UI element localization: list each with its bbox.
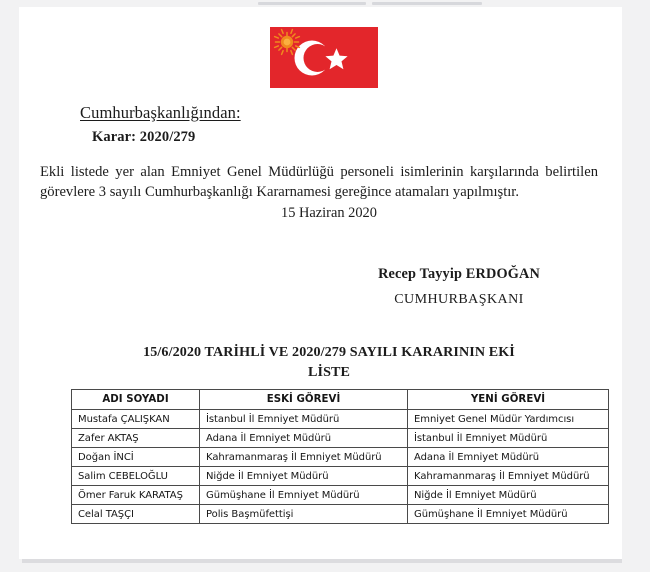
decree-date: 15 Haziran 2020 [281, 205, 377, 221]
signer-name: Recep Tayyip ERDOĞAN [378, 266, 540, 282]
cell-old-post: Kahramanmaraş İl Emniyet Müdürü [200, 448, 408, 467]
table-row [72, 429, 609, 448]
cell-old-post: İstanbul İl Emniyet Müdürü [200, 410, 408, 429]
decision-number: Karar: 2020/279 [92, 129, 196, 145]
cell-new-post: İstanbul İl Emniyet Müdürü [408, 429, 609, 448]
annex-title-line-2: LİSTE [307, 364, 351, 380]
turkish-flag-image [270, 27, 378, 88]
toolbar-segment-right [372, 2, 482, 5]
assignments-table [71, 389, 609, 524]
cell-new-post: Niğde İl Emniyet Müdürü [408, 486, 609, 505]
cell-name: Mustafa ÇALIŞKAN [72, 410, 200, 429]
decree-body-paragraph: Ekli listede yer alan Emniyet Genel Müdürlüğü personeli isimlerinin karşılarında belirtilen görevlere 3 sayılı Cumhurbaşkanlığı Kararnamesi gereğince atamaları yapılmıştır. [40, 164, 598, 200]
document-page [19, 0, 622, 559]
cell-name: Ömer Faruk KARATAŞ [72, 486, 200, 505]
cell-name: Zafer AKTAŞ [72, 429, 200, 448]
cell-new-post: Emniyet Genel Müdür Yardımcısı [408, 410, 609, 429]
cropped-top-toolbar [0, 0, 650, 7]
cell-old-post: Gümüşhane İl Emniyet Müdürü [200, 486, 408, 505]
cell-old-post: Adana İl Emniyet Müdürü [200, 429, 408, 448]
table-row [72, 505, 609, 524]
column-header-old-post: ESKİ GÖREVİ [200, 390, 408, 410]
table-row [72, 467, 609, 486]
column-header-new-post: YENİ GÖREVİ [408, 390, 609, 410]
signer-title: CUMHURBAŞKANI [394, 292, 524, 307]
signature-block [319, 266, 599, 308]
cell-name: Doğan İNCİ [72, 448, 200, 467]
cell-old-post: Niğde İl Emniyet Müdürü [200, 467, 408, 486]
cell-new-post: Gümüşhane İl Emniyet Müdürü [408, 505, 609, 524]
toolbar-segment-left [258, 2, 366, 5]
cell-old-post: Polis Başmüfettişi [200, 505, 408, 524]
column-header-name: ADI SOYADI [72, 390, 200, 410]
issuer-heading: Cumhurbaşkanlığından: [80, 103, 241, 122]
page-bottom-edge [22, 559, 622, 563]
cell-name: Celal TAŞÇI [72, 505, 200, 524]
annex-title-line-1: 15/6/2020 TARİHLİ VE 2020/279 SAYILI KARARININ EKİ [143, 344, 515, 360]
table-row [72, 486, 609, 505]
cell-new-post: Kahramanmaraş İl Emniyet Müdürü [408, 467, 609, 486]
table-row [72, 448, 609, 467]
table-row [72, 410, 609, 429]
table-header-row [72, 390, 609, 410]
cell-name: Salim CEBELOĞLU [72, 467, 200, 486]
annex-title [40, 342, 618, 382]
cell-new-post: Adana İl Emniyet Müdürü [408, 448, 609, 467]
decree-heading-block [80, 103, 580, 146]
